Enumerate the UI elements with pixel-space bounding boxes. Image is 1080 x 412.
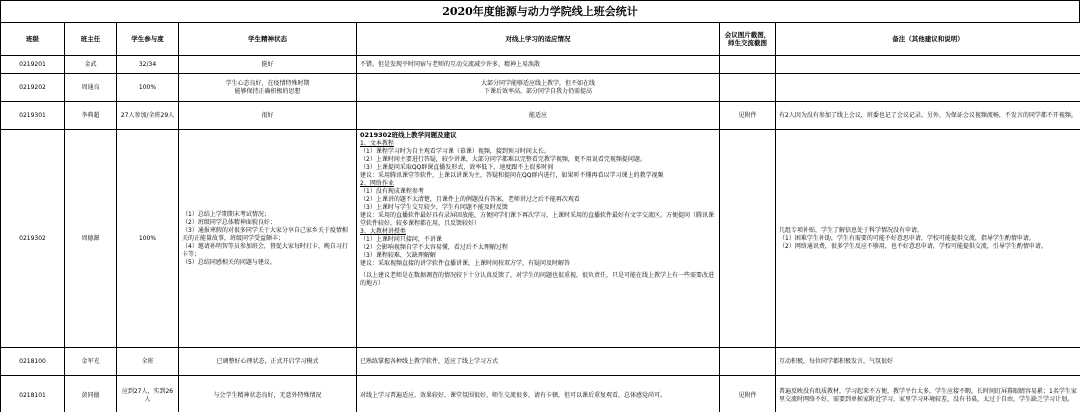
cell-screenshot [720, 74, 776, 102]
cell-adaptation: 不错，但是发现平时同宿与老师的互动交流减少许多，精神上易涣散 [357, 56, 720, 74]
adaptation-line: 大部分同学能够适应线上教学，但不如在线 [480, 79, 595, 87]
cell-teacher: 金军光 [65, 348, 117, 376]
cell-screenshot [720, 56, 776, 74]
header-participation: 学生参与度 [117, 23, 179, 56]
adaptation-line: 建议：采取视频直接的讲学软件直播讲课，上课时间按双方学，有疑问及时解答 [360, 260, 571, 267]
header-remarks: 备注（其他建议和说明） [776, 23, 1080, 56]
adaptation-line: （2）会影响视频自学不太容易懂，看过后不太理解过程 [360, 244, 508, 251]
cell-participation: 应到27人，实到26人 [117, 376, 179, 412]
adaptation-title: 0219302班线上教学问题及建议 [360, 131, 457, 139]
table-row [1, 56, 1080, 74]
cell-spirit [179, 130, 357, 348]
adaptation-line: （3）上课提问采取QQ群课直播发形式，效率低下，速度跟不上很多时间 [360, 164, 554, 171]
table-row [1, 74, 1080, 102]
cell-teacher: 周德源 [65, 130, 117, 348]
adaptation-line: （1）上课时间只接问，不讲课 [360, 236, 442, 243]
cell-teacher: 周通良 [65, 74, 117, 102]
header-row [1, 23, 1080, 56]
adaptation-line: （2）上课讲的题不太清楚，且课件上的例题没有答案，老师讲过之后不能再次观看 [360, 196, 580, 203]
remarks-line: （1）困难学生补助，学生有需要的可能不好意思申请，学校可能提供交流，指导学生酌情申请。 [779, 234, 1035, 242]
spirit-line: （2）班级同学总体精神面貌良好； [182, 218, 276, 226]
cell-screenshot [720, 130, 776, 348]
cell-spirit: 挺好 [179, 56, 357, 74]
cell-remarks: 有2人因为没有参加了线上会议，班委也记了会议记录。另外，为保证会议视频流畅，不发言的同学都不开视频。 [776, 102, 1080, 130]
cell-remarks: 普遍反映没有纸质教材，学习起来不方便，教学平台太多，学生应接不暇，长时间盯屏幕眼睛容易累；1名学生家里交流时网络不好，需要到单候家附近学习，家里学习环境较差，没有书桌，太过于自由，学生缺乏学习计划。 [776, 376, 1080, 412]
statistics-table [0, 22, 1080, 412]
sheet-title: 2020年度能源与动力学院线上班会统计 [0, 0, 1080, 22]
adaptation-line: （3）课程较难，欠缺理解解 [360, 252, 436, 259]
cell-remarks [776, 74, 1080, 102]
cell-adaptation: 已熟练掌握各种线上教学软件，适应了线上学习方式 [357, 348, 720, 376]
cell-remarks [776, 56, 1080, 74]
adaptation-line: 建议：采用的直播软件最好具有录屏回放能，方便同学们课下再次学习，上课时采用的直播软件最好有文字交流区，方便提问（腾讯课堂软件较好，较多课程都在用，且反馈较好） [360, 212, 715, 227]
spirit-line: （3）通报寒假的对很多同学关于大家分享自己家乡关于疫情相关的正能量故事，班级同学受益颇丰； [182, 226, 348, 242]
spirit-line: 学生心态良好，在疫情特殊时期 [225, 79, 310, 87]
cell-teacher: 黄同德 [65, 376, 117, 412]
table-row [1, 376, 1080, 412]
cell-teacher: 金武 [65, 56, 117, 74]
cell-class: 0219201 [1, 56, 65, 74]
adaptation-line: （2）上课时间主要进行答疑，较少讲课，大部分同学都难以完整看完教学视频，更不用说看完视频提问题。 [360, 156, 646, 163]
cell-class: 0218100 [1, 348, 65, 376]
header-screenshot: 会议图片截图，师生交流截图 [720, 23, 776, 56]
spirit-line: （1）总结上学期期末考试情况； [182, 210, 270, 218]
header-class: 班级 [1, 23, 65, 56]
adaptation-line: 2、网络作业 [360, 180, 394, 187]
cell-participation: 100% [117, 130, 179, 348]
cell-adaptation: 对线上学习普遍适应，效果较好，课堂氛围很好，师生交流很多，请有卡顿，但可以课后重复观看，总体感觉尚可。 [357, 376, 720, 412]
adaptation-line: （1）没有现成课程参考 [360, 188, 424, 195]
cell-spirit: 与会学生精神状态良好，无意外特殊情况 [179, 376, 357, 412]
adaptation-line: 3、大教材讲授类 [360, 228, 406, 235]
table-row [1, 102, 1080, 130]
cell-participation: 全班 [117, 348, 179, 376]
adaptation-line: 1、文本教程 [360, 140, 394, 147]
adaptation-line: （3）上课时与学生交互较少，学生有问题不能及时反馈 [360, 204, 508, 211]
cell-adaptation [357, 74, 720, 102]
spirit-line: （4）邀请孙明智等员参加班会，督促大家每时打卡、晚自习打卡等； [182, 242, 348, 258]
header-adaptation: 对线上学习的适应情况 [357, 23, 720, 56]
remarks-line: （2）网络通讯费，很多学生反应不够用，也不好意思申请，学校可能提供交流，引导学生酌情申请。 [779, 242, 1047, 250]
table-row [1, 130, 1080, 348]
cell-class: 0219202 [1, 74, 65, 102]
spirit-line: 能够保持正确积极的思想 [234, 87, 301, 95]
cell-adaptation [357, 130, 720, 348]
cell-class: 0219302 [1, 130, 65, 348]
table-row [1, 348, 1080, 376]
spirit-line: （5）总结同感相关的问题与建议。 [182, 258, 276, 266]
cell-screenshot: 见附件 [720, 376, 776, 412]
cell-spirit [179, 74, 357, 102]
adaptation-line: （1）课程学习时为自主观看学习课（慕课）视频，接到预习时间太长。 [360, 148, 550, 155]
adaptation-line: 建议：采用腾讯课堂等软件，上课以讲课为主，答疑和提问在QQ群内进行，如果听不懂再看以学习课上的教学视频 [360, 172, 664, 179]
adaptation-line: 下课后效率高，部分同学自我力仍需提高 [483, 87, 592, 95]
adaptation-line: （以上建议老师是在数据调查的情况较下十分认真反馈了，对学生的问题也很重视，很负责任，只是可能在线上教学上有一些需要改进的地方） [360, 272, 715, 287]
header-spirit: 学生精神状态 [179, 23, 357, 56]
header-teacher: 班主任 [65, 23, 117, 56]
cell-screenshot [720, 348, 776, 376]
cell-participation: 100% [117, 74, 179, 102]
cell-spirit: 已调整好心理状态，正式开启学习模式 [179, 348, 357, 376]
cell-participation: 32/34 [117, 56, 179, 74]
cell-class: 0218101 [1, 376, 65, 412]
cell-teacher: 李典超 [65, 102, 117, 130]
cell-screenshot: 见附件 [720, 102, 776, 130]
cell-adaptation: 能适应 [357, 102, 720, 130]
cell-class: 0219301 [1, 102, 65, 130]
cell-remarks [776, 130, 1080, 348]
cell-remarks: 互动积极，每位同学都积极发言，气氛很好 [776, 348, 1080, 376]
remarks-line: 几组专项补贴，学生了解信息处于科学情况没有申请。 [779, 226, 924, 234]
cell-spirit: 很好 [179, 102, 357, 130]
cell-participation: 27人参加/全班29人 [117, 102, 179, 130]
